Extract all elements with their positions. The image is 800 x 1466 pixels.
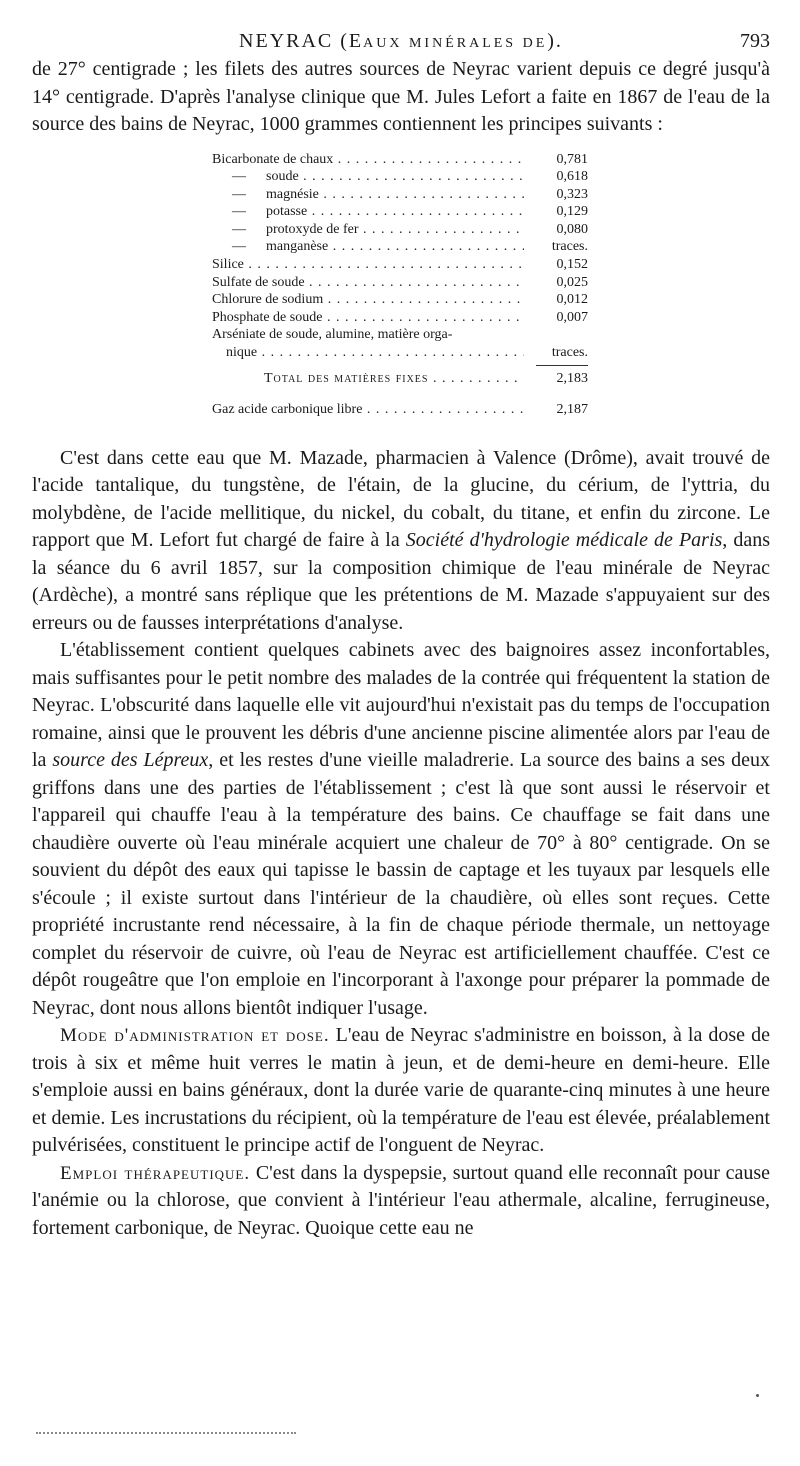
total-value: 2,183: [556, 370, 588, 386]
ditto-dash: —: [232, 204, 246, 220]
compound-value: traces.: [551, 345, 588, 361]
paragraph-emploi: Emploi thérapeutique. C'est dans la dyspepsie, surtout quand elle reconnaît pour cause l'anémie ou la chlorose, que convient à l'intérieur l'eau athermale, alcaline, ferrugineuse, fortement carbonique, de Neyrac. Quoique cette eau ne: [32, 1161, 770, 1239]
compound-name: Chlorure de sodium . . .: [212, 291, 524, 309]
compound-name-continued: nique . . .: [212, 344, 524, 362]
paragraph-mode-administration: Mode d'administration et dose. L'eau de Neyrac s'administre en boisson, à la dose de trois à six et même huit verres le matin à jeun, et de demi-heure en demi-heure. Elle s'emploie aussi en bains généraux, dont la durée varie de quarante-cinq minutes à une heure et demie. Les incrustations du récipient, où la température de l'eau est élevée, préalablement pulvérisées, constituent le principe actif de l'onguent de Neyrac.: [32, 1024, 770, 1157]
compound-value: 0,007: [556, 309, 588, 325]
compound-value: 0,781: [556, 151, 588, 167]
page-number: 793: [740, 30, 770, 52]
compound-value: 0,152: [556, 257, 588, 273]
italic-source-name: source des Lépreux: [52, 749, 209, 772]
analysis-row: [212, 186, 588, 204]
analysis-row: [212, 274, 588, 292]
analysis-total-row: [212, 370, 588, 388]
analysis-row: [212, 291, 588, 309]
compound-value: 0,323: [556, 186, 588, 202]
analysis-row: [212, 151, 588, 169]
paragraph-etablissement: L'établissement contient quelques cabinets avec des baignoires assez inconfortables, mais suffisantes pour le petit nombre des malades de la contrée qui fréquentent la station de Neyrac. L'obscurité dans laquelle elle vit aujourd'hui n'existait pas du temps de l'occupation romaine, ainsi que le prouvent les débris d'une ancienne piscine alimentée alors par l'eau de la source des Lépreux, et les restes d'une vieille maladrerie. La source des bains a ses deux griffons dans une des parties de l'établissement ; c'est là que sont aussi le réservoir et l'appareil qui chauffe l'eau à la température des bains. Ce chauffage se fait dans une chaudière ouverte où l'eau minérale acquiert une chaleur de 70° à 80° centigrade. On se souvient du dépôt des eaux qui tapisse le bassin de captage et les tuyaux par lesquels elle s'écoule ; il existe surtout dans l'intérieur de la chaudière, où elles sont reçues. Cette propriété incrustante rend nécessaire, à la fin de chaque période thermale, un nettoyage complet du réservoir de cuivre, où l'eau de Neyrac est artificiellement chauffée. C'est ce dépôt rougeâtre que l'on emploie en l'incorporant à l'axonge pour préparer la pommade de Neyrac, dont nous allons bientôt indiquer l'usage.: [32, 639, 770, 1019]
running-title-smallcaps: AUX MINÉRALES DE: [363, 36, 548, 51]
italic-society-name: Société d'hydrologie médicale de Paris: [405, 529, 723, 552]
compound-value: 0,080: [556, 221, 588, 237]
paragraph-mazade: C'est dans cette eau que M. Mazade, pharmacien à Valence (Drôme), avait trouvé de l'acide tantalique, du tungstène, de l'étain, de la glucine, du cérium, de l'yttria, du molybdène, de l'acide mellitique, du nickel, du cobalt, du titane, et enfin du zircone. Le rapport que M. Lefort fut chargé de faire à la Société d'hydrologie médicale de Paris, dans la séance du 6 avril 1857, sur la composition chimique de l'eau minérale de Neyrac (Ardèche), a montré sans réplique que les prétentions de M. Mazade s'appuyaient sur des erreurs ou de fausses interprétations d'analyse.: [32, 446, 770, 634]
compound-name: Bicarbonate de chaux . . .: [212, 151, 524, 169]
spacer: [32, 419, 770, 445]
analysis-gas-row: [212, 401, 588, 419]
compound-name: Sulfate de soude . . .: [212, 274, 524, 292]
analysis-table: [212, 151, 588, 419]
ditto-dash: —: [232, 221, 246, 237]
compound-name: Silice . . .: [212, 256, 524, 274]
analysis-row: [212, 256, 588, 274]
analysis-row: [212, 168, 588, 186]
compound-name: Phosphate de soude . . .: [212, 309, 524, 327]
section-heading: Mode d'administration et dose.: [60, 1025, 330, 1047]
running-title: [32, 30, 770, 53]
compound-value: 0,618: [556, 169, 588, 185]
compound-name: Arséniate de soude, alumine, matière orga-: [212, 327, 453, 343]
compound-name: — manganèse . . .: [212, 238, 524, 256]
compound-value: 0,129: [556, 204, 588, 220]
compound-value: traces.: [551, 239, 588, 255]
footer-rule: [36, 1432, 296, 1434]
ditto-dash: —: [232, 239, 246, 255]
compound-value: 0,012: [556, 292, 588, 308]
page: [32, 28, 770, 1242]
running-header: [32, 28, 770, 56]
analysis-row: [212, 309, 588, 327]
analysis-row: [212, 238, 588, 256]
gas-label: Gaz acide carbonique libre . . .: [212, 401, 524, 419]
ditto-dash: —: [232, 169, 246, 185]
compound-name: — protoxyde de fer . . .: [212, 221, 524, 239]
paragraph-intro: de 27° centigrade ; les filets des autres sources de Neyrac varient depuis ce degré jusqu'à 14° centigrade. D'après l'analyse clinique que M. Jules Lefort a faite en 1867 de l'eau de la source des bains de Neyrac, 1000 grammes contiennent les principes suivants :: [32, 58, 770, 135]
compound-value: 0,025: [556, 274, 588, 290]
compound-value-empty: [524, 326, 588, 344]
gas-value: 2,187: [556, 402, 588, 418]
stray-mark: [756, 1394, 759, 1397]
running-title-main: NEYRAC (E: [239, 30, 364, 52]
compound-name: — potasse . . .: [212, 203, 524, 221]
sum-rule: [536, 365, 588, 366]
analysis-row: [212, 344, 588, 362]
analysis-row: [212, 203, 588, 221]
compound-name: — magnésie . . .: [212, 186, 524, 204]
ditto-dash: —: [232, 186, 246, 202]
running-title-end: ).: [547, 30, 563, 52]
compound-name: — soude . . .: [212, 168, 524, 186]
section-heading: Emploi thérapeutique.: [60, 1162, 251, 1184]
total-label: Total des matières fixes . . .: [212, 370, 524, 388]
analysis-row: [212, 326, 588, 344]
analysis-row: [212, 221, 588, 239]
